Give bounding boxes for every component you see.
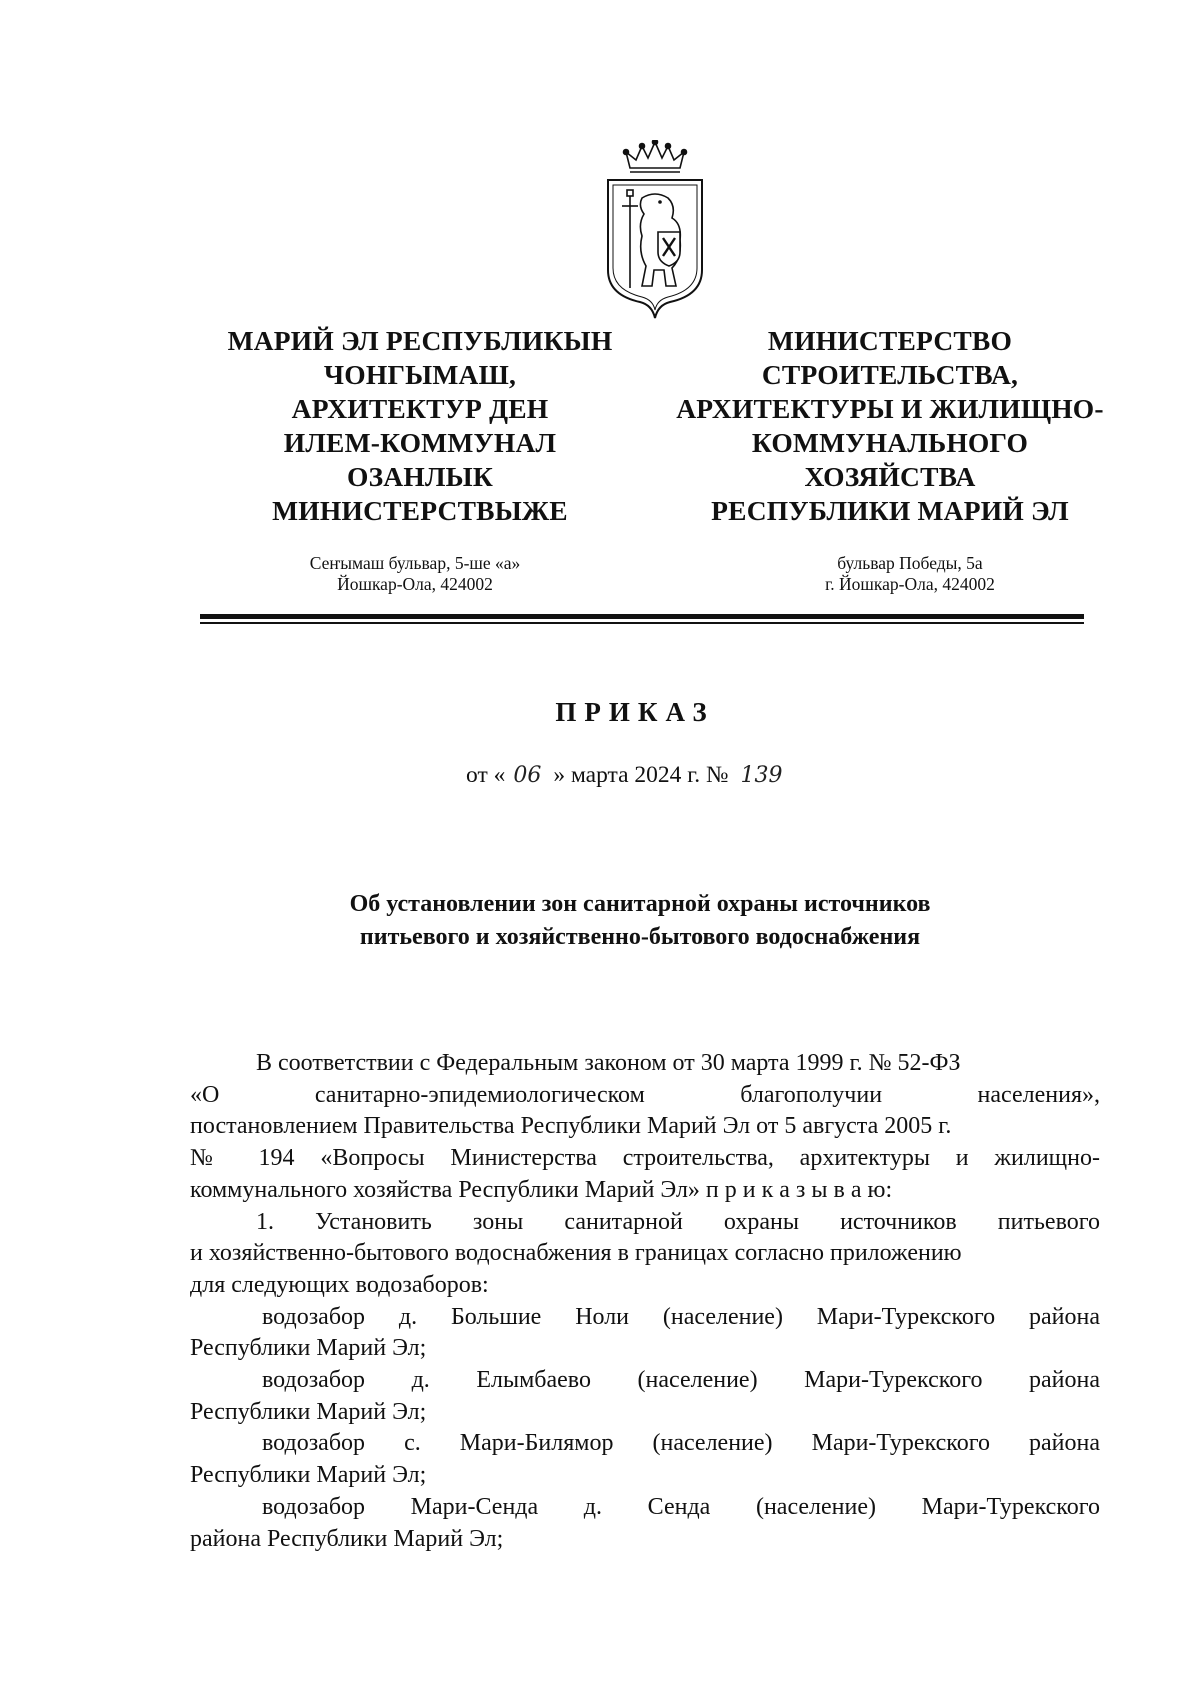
header-divider-thin — [200, 622, 1084, 624]
header-left-line: ЧОНГЫМАШ, — [323, 359, 517, 390]
body-line: Республики Марий Эл; — [190, 1398, 427, 1425]
body-line: для следующих водозаборов: — [190, 1271, 489, 1298]
subject-line: Об установлении зон санитарной охраны источников — [349, 891, 931, 917]
order-number-handwritten: 139 — [740, 763, 783, 788]
header-right-line: РЕСПУБЛИКИ МАРИЙ ЭЛ — [711, 495, 1069, 526]
body-line: Республики Марий Эл; — [190, 1335, 427, 1362]
header-right-line: КОММУНАЛЬНОГО — [751, 427, 1029, 458]
body-line: № 194 «Вопросы Министерства строительства, архитектуры и жилищно- — [190, 1145, 1100, 1172]
body-line: Республики Марий Эл; — [190, 1462, 427, 1489]
header-right-line: АРХИТЕКТУРЫ И ЖИЛИЩНО- — [676, 393, 1104, 424]
header-right-ministry-name — [650, 324, 1130, 528]
header-right-line: МИНИСТЕРСТВО — [767, 325, 1013, 356]
body-line: постановлением Правительства Республики Марий Эл от 5 августа 2005 г. — [190, 1113, 952, 1140]
body-line: В соответствии с Федеральным законом от 30 марта 1999 г. № 52-ФЗ — [256, 1050, 961, 1076]
body-line: и хозяйственно-бытового водоснабжения в границах согласно приложению — [190, 1240, 962, 1267]
address-right-line: бульвар Победы, 5а — [837, 553, 983, 573]
order-subject — [200, 888, 1080, 954]
header-left-line: МАРИЙ ЭЛ РЕСПУБЛИКЫН — [227, 325, 613, 356]
date-middle: » марта 2024 г. № — [553, 762, 729, 788]
header-left-ministry-name — [180, 324, 660, 528]
body-line: «О санитарно-эпидемиологическом благополучии населения», — [190, 1081, 1100, 1108]
address-left — [260, 553, 570, 595]
coat-of-arms-emblem — [600, 140, 710, 320]
header-left-line: МИНИСТЕРСТВЫЖЕ — [272, 495, 568, 526]
order-body — [190, 1048, 1100, 1555]
order-day-handwritten: 06 — [513, 763, 542, 788]
address-right-line: г. Йошкар-Ола, 424002 — [825, 574, 995, 594]
body-line: коммунального хозяйства Республики Марий Эл» п р и к а з ы в а ю: — [190, 1176, 893, 1203]
body-line: водозабор д. Большие Ноли (население) Мари-Турекского района — [262, 1303, 1100, 1330]
body-line: водозабор с. Мари-Билямор (население) Мари-Турекского района — [262, 1430, 1100, 1457]
address-left-line: Йошкар-Ола, 424002 — [337, 574, 493, 594]
header-right-line: ХОЗЯЙСТВА — [804, 461, 976, 492]
body-line: водозабор д. Елымбаево (население) Мари-Турекского района — [262, 1367, 1100, 1394]
address-left-line: Сеҥымаш бульвар, 5-ше «а» — [309, 553, 521, 573]
header-left-line: АРХИТЕКТУР ДЕН — [291, 393, 549, 424]
header-divider-thick — [200, 614, 1084, 619]
address-right — [760, 553, 1060, 595]
order-title: ПРИКАЗ — [555, 697, 715, 727]
date-prefix: от « — [466, 762, 506, 788]
order-date-line — [466, 762, 782, 789]
header-left-line: ОЗАНЛЫК — [347, 461, 493, 492]
body-line: 1. Установить зоны санитарной охраны источников питьевого — [256, 1208, 1100, 1235]
header-left-line: ИЛЕМ-КОММУНАЛ — [283, 427, 557, 458]
body-line: района Республики Марий Эл; — [190, 1525, 504, 1552]
subject-line: питьевого и хозяйственно-бытового водоснабжения — [359, 924, 921, 950]
header-right-line: СТРОИТЕЛЬСТВА, — [761, 359, 1019, 390]
body-line: водозабор Мари-Сенда д. Сенда (население) Мари-Турекского — [262, 1493, 1100, 1520]
